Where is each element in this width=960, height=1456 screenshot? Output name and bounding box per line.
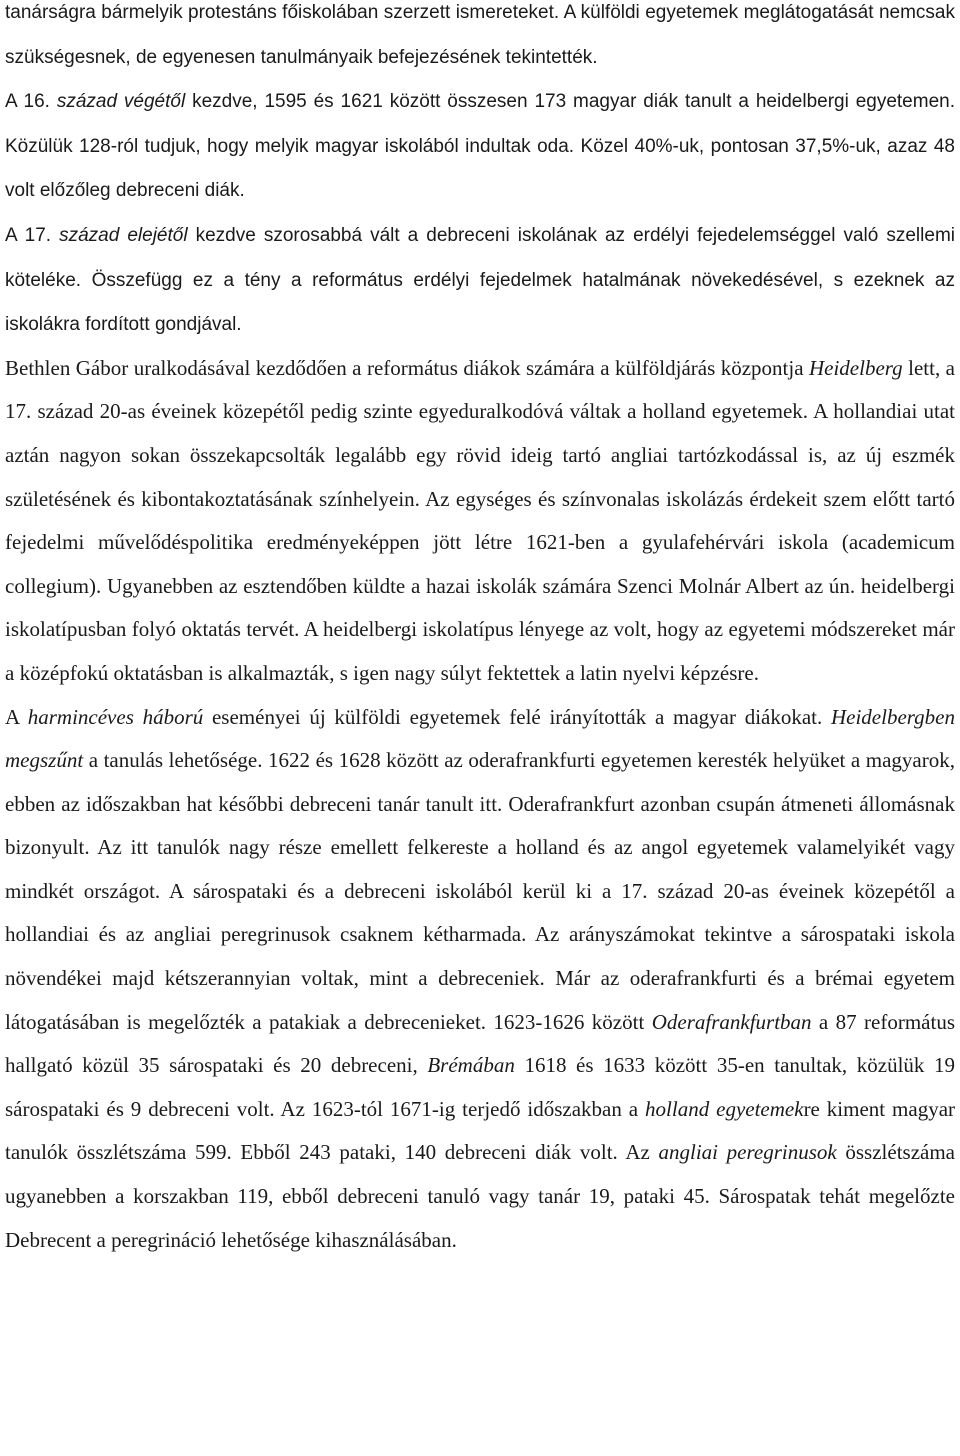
text-segment: A (5, 704, 28, 729)
text-segment: lett, a 17. század 20-as éveinek közepétől pedig szinte egyeduralkodóvá váltak a holland egyetemek. A hollandiai utat aztán nagyon sokan összekapcsolták legalább egy rövid ideig tartó angliai tartózkodással is, az új eszmék születésének és kibontakoztatásának színhelyein. Az egységes és színvonalas iskolázás érdekeit szem előtt tartó fejedelmi művelődéspolitika eredményeképpen jött létre 1621-ben a gyulafehérvári iskola (academicum collegium). Ugyanebben az esztendőben küldte a hazai iskolák számára Szenci Molnár Albert az ún. heidelbergi iskolatípusban folyó oktatás tervét. A heidelbergi iskolatípus lényege az volt, hogy az egyetemi módszereket már a középfokú oktatásban is alkalmazták, s igen nagy súlyt fektettek a latin nyelvi képzésre. (5, 355, 955, 685)
italic-text: Heidelberg (808, 355, 903, 380)
text-segment: a tanulás lehetősége. 1622 és 1628 között az oderafrankfurti egyetemen keresték helyüket a magyarok, ebben az időszakban hat későbbi debreceni tanár tanult itt. Oderafrankfurt azonban csupán átmeneti állomásnak bizonyult. Az itt tanulók nagy része emellett felkereste a holland és az angol egyetemek valamelyikét vagy mindkét országot. A sárospataki és a debreceni iskolából kerül ki a 17. század 20-as éveinek közepétől a hollandiai és az angliai peregrinusok csaknem kétharmada. Az arányszámokat tekintve a sárospataki iskola növendékei majd kétszerannyian voltak, mint a debreceniek. Már az oderafrankfurti és a brémai egyetem látogatásában is megelőzték a patakiak a debrecenieket. 1623-1626 között (5, 748, 955, 1034)
italic-text: század végétől (56, 91, 186, 113)
italic-text: Heidelbergben megszűnt (5, 704, 955, 773)
text-segment: 1618 és 1633 között 35-en tanultak, közülük 19 sárospataki és 9 debreceni volt. Az 1623-tól 1671-ig terjedő időszakban a (5, 1053, 955, 1121)
italic-text: Oderafrankfurtban (651, 1009, 812, 1034)
text-segment: re kiment magyar tanulók összlétszáma 599. Ebből 243 pataki, 140 debreceni diák volt. Az (5, 1096, 956, 1165)
text-segment: Bethlen Gábor uralkodásával kezdődően a református diákok számára a külföldjárás központja (5, 355, 809, 380)
text-segment: kezdve, 1595 és 1621 között összesen 173 magyar diák tanult a heidelbergi egyetemen. Közülük 128-ról tudjuk, hogy melyik magyar iskolából indultak oda. Közel 40%-uk, pontosan 37,5%-uk, azaz 48 volt előzőleg debreceni diák. (5, 91, 955, 202)
text-segment: tanárságra bármelyik protestáns főiskolában szerzett ismereteket. A külföldi egyetemek meglátogatását nemcsak szükségesnek, de egyenesen tanulmányaik befejezésének tekintették. (5, 2, 955, 68)
text-segment: a 87 református hallgató közül 35 sárospataki és 20 debreceni, (5, 1009, 955, 1078)
paragraph-5 (5, 696, 955, 1263)
document-page (5, 0, 955, 1262)
paragraph-4 (5, 347, 955, 696)
text-segment: kezdve szorosabbá vált a debreceni iskolának az erdélyi fejedelemséggel való szellemi köteléke. Összefügg ez a tény a református erdélyi fejedelmek hatalmának növekedésével, s ezeknek az iskolákra fordított gondjával. (5, 224, 955, 336)
italic-text: Brémában (427, 1053, 515, 1078)
text-segment: A 16. (5, 91, 57, 113)
text-segment: A 17. (5, 224, 60, 246)
italic-text: holland egyetemek (645, 1096, 804, 1121)
italic-text: angliai peregrinusok (658, 1140, 837, 1165)
paragraph-2 (5, 79, 955, 213)
text-segment: eseményei új külföldi egyetemek felé irányították a magyar diákokat. (203, 704, 831, 729)
italic-text: harmincéves háború (27, 704, 204, 729)
italic-text: század elejétől (59, 224, 188, 246)
paragraph-1 (5, 0, 955, 79)
text-segment: összlétszáma ugyanebben a korszakban 119, ebből debreceni tanuló vagy tanár 19, pataki 45. Sárospatak tehát megelőzte Debrecent a peregrináció lehetősége kihasználásában. (5, 1140, 955, 1252)
paragraph-3 (5, 213, 955, 347)
